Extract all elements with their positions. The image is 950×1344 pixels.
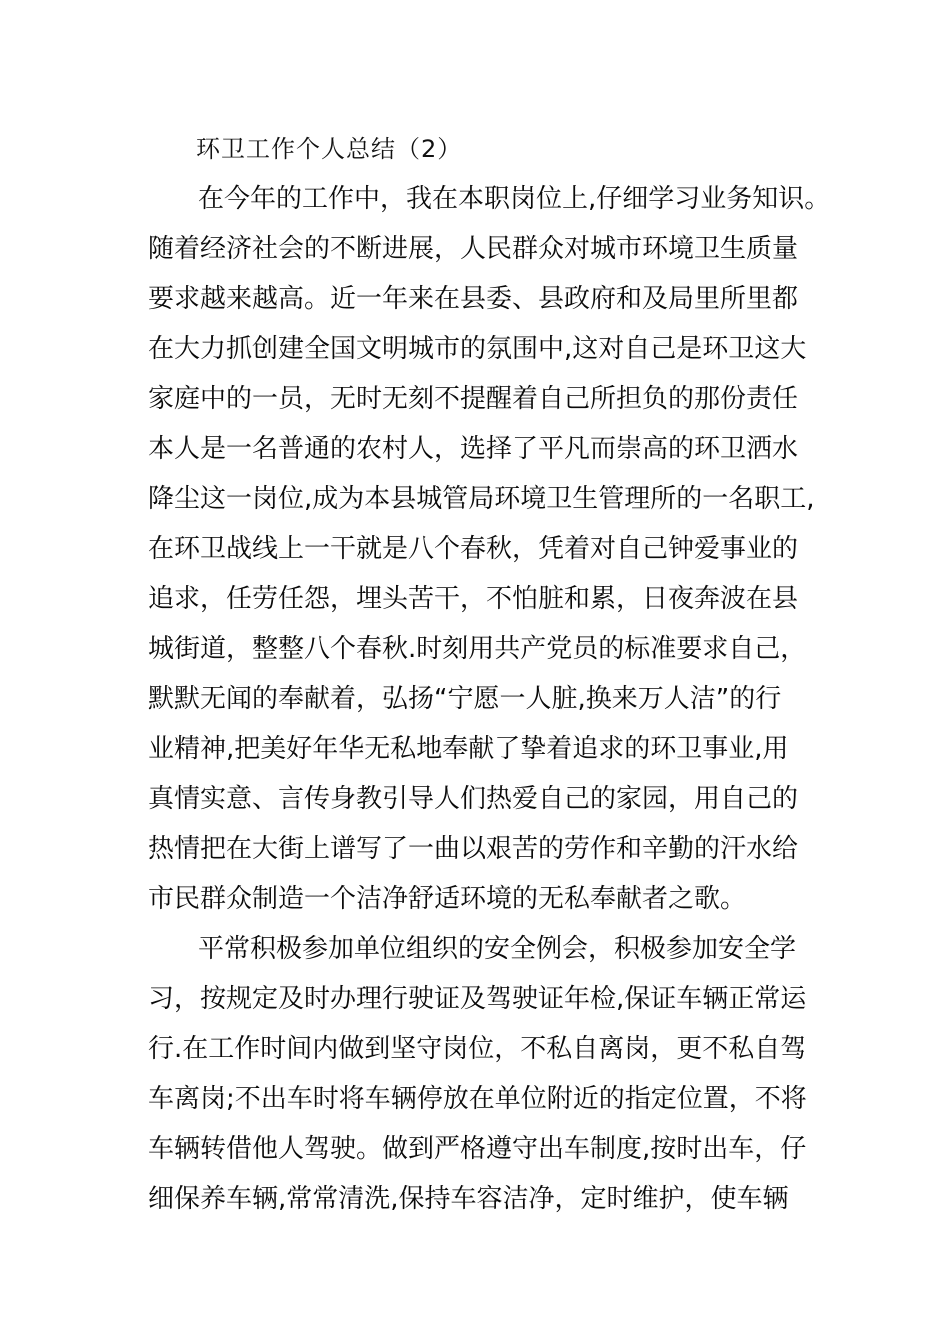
paragraph-1-line-1: 在今年的工作中，我在本职岗位上,仔细学习业务知识。 <box>198 184 831 214</box>
document-title: 环卫工作个人总结（2） <box>196 135 463 163</box>
paragraph-1-line-8: 在环卫战线上一干就是八个春秋，凭着对自己钟爱事业的 <box>148 534 799 564</box>
paragraph-1-line-4: 在大力抓创建全国文明城市的氛围中,这对自己是环卫这大 <box>148 334 807 364</box>
paragraph-1-line-3: 要求越来越高。近一年来在县委、县政府和及局里所里都 <box>148 284 799 314</box>
paragraph-2-line-6: 细保养车辆,常常清洗,保持车容洁净，定时维护，使车辆 <box>148 1184 789 1214</box>
paragraph-1-line-5: 家庭中的一员，无时无刻不提醒着自己所担负的那份责任 <box>148 384 799 414</box>
paragraph-2-line-1: 平常积极参加单位组织的安全例会，积极参加安全学 <box>198 934 797 964</box>
paragraph-2-line-3: 行.在工作时间内做到坚守岗位，不私自离岗，更不私自驾 <box>148 1034 807 1064</box>
paragraph-1-line-15: 市民群众制造一个洁净舒适环境的无私奉献者之歌。 <box>148 884 747 914</box>
paragraph-1-line-2: 随着经济社会的不断进展，人民群众对城市环境卫生质量 <box>148 234 799 264</box>
paragraph-2-line-5: 车辆转借他人驾驶。做到严格遵守出车制度,按时出车，仔 <box>148 1134 807 1164</box>
paragraph-1-line-10: 城街道，整整八个春秋.时刻用共产党员的标准要求自己， <box>148 634 807 664</box>
paragraph-1-line-11: 默默无闻的奉献着，弘扬“宁愿一人脏,换来万人洁”的行 <box>148 684 782 714</box>
paragraph-1-line-13: 真情实意、言传身教引导人们热爱自己的家园，用自己的 <box>148 784 799 814</box>
paragraph-1-line-12: 业精神,把美好年华无私地奉献了挚着追求的环卫事业,用 <box>148 734 789 764</box>
paragraph-1-line-6: 本人是一名普通的农村人，选择了平凡而崇高的环卫洒水 <box>148 434 799 464</box>
paragraph-1-line-14: 热情把在大街上谱写了一曲以艰苦的劳作和辛勤的汗水给 <box>148 834 799 864</box>
paragraph-1-line-9: 追求，任劳任怨，埋头苦干，不怕脏和累，日夜奔波在县 <box>148 584 799 614</box>
paragraph-2-line-4: 车离岗;不出车时将车辆停放在单位附近的指定位置，不将 <box>148 1084 807 1114</box>
paragraph-1-line-7: 降尘这一岗位,成为本县城管局环境卫生管理所的一名职工, <box>148 484 815 514</box>
paragraph-2-line-2: 习，按规定及时办理行驶证及驾驶证年检,保证车辆正常运 <box>148 984 807 1014</box>
